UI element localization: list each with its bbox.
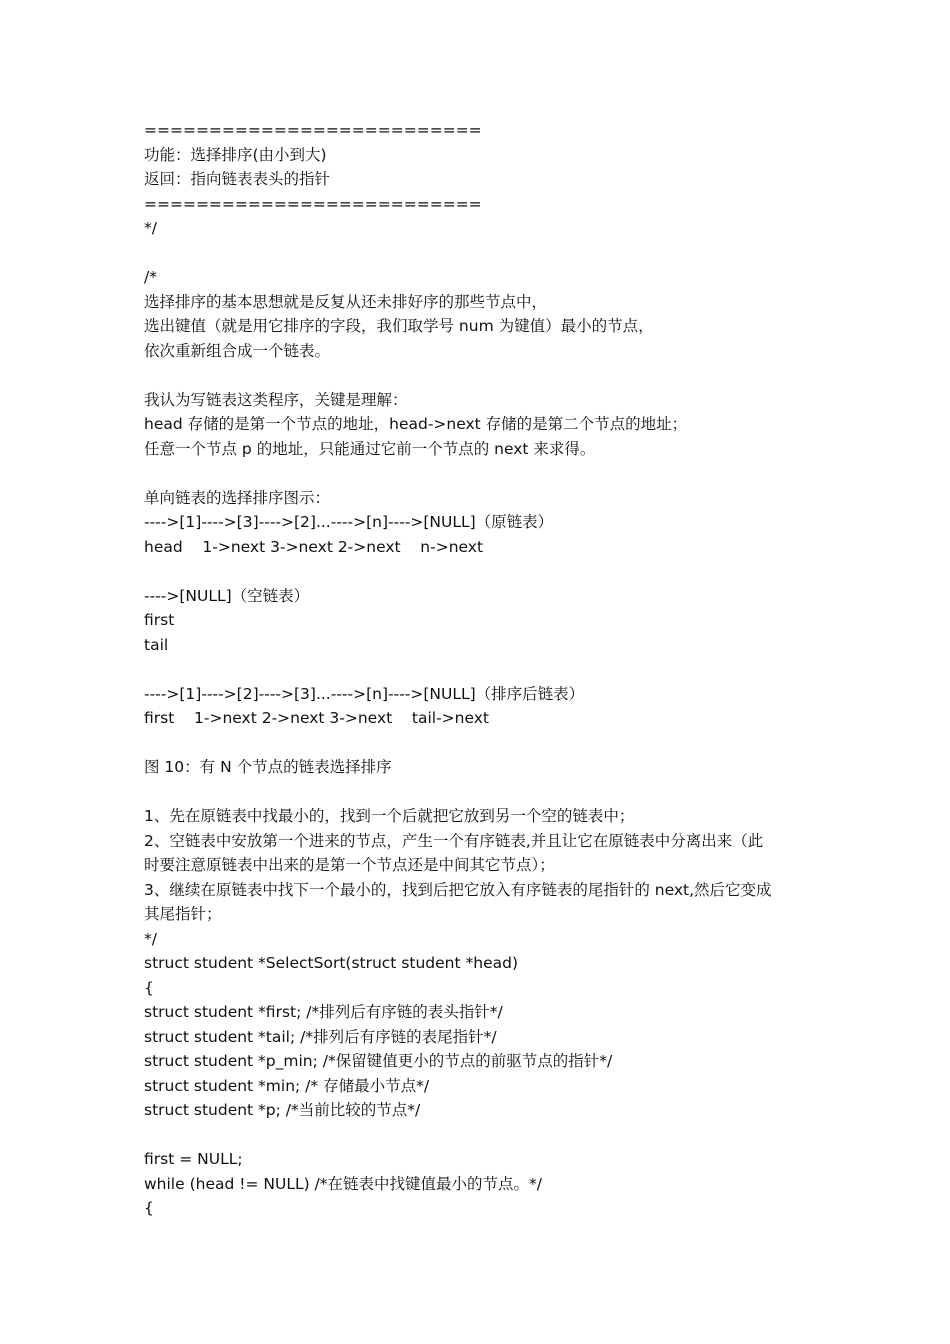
blank-line — [144, 363, 814, 388]
opening-brace: { — [144, 978, 154, 997]
explanation-line: 选出键值（就是用它排序的字段，我们取学号 num 为键值）最小的节点， — [144, 317, 654, 335]
blank-line — [144, 559, 814, 584]
opening-brace: { — [144, 1199, 154, 1217]
understanding-heading: 我认为写链表这类程序，关键是理解： — [144, 390, 408, 409]
code-line: first = NULL; — [144, 1150, 243, 1168]
return-description: 返回：指向链表表头的指针 — [144, 170, 331, 188]
understanding-line: head 存储的是第一个节点的地址，head->next 存储的是第二个节点的地址； — [144, 415, 688, 433]
code-line: struct student *min; /* 存储最小节点*/ — [144, 1076, 430, 1095]
code-line: struct student *first; /*排列后有序链的表头指针*/ — [144, 1003, 503, 1021]
separator-line: ========================== — [144, 194, 482, 213]
comment-close: */ — [144, 219, 157, 237]
step-1: 1、先在原链表中找最小的，找到一个后就把它放到另一个空的链表中； — [144, 807, 635, 825]
step-3-continued: 其尾指针； — [144, 905, 222, 923]
step-3: 3、继续在原链表中找下一个最小的，找到后把它放入有序链表的尾指针的 next,然后它变成 — [144, 880, 772, 899]
blank-line — [144, 657, 814, 682]
code-line: struct student *p; /*当前比较的节点*/ — [144, 1101, 421, 1119]
comment-close: */ — [144, 929, 157, 948]
blank-line — [144, 780, 814, 805]
blank-line — [144, 461, 814, 486]
original-list-diagram: ---->[1]---->[3]---->[2]...---->[n]---->[NULL]（原链表） — [144, 513, 554, 531]
code-line: struct student *tail; /*排列后有序链的表尾指针*/ — [144, 1027, 497, 1046]
diagram-heading: 单向链表的选择排序图示： — [144, 488, 331, 507]
code-line: struct student *p_min; /*保留键值更小的节点的前驱节点的指针*/ — [144, 1052, 613, 1070]
separator-line: ========================== — [144, 121, 482, 139]
understanding-line: 任意一个节点 p 的地址，只能通过它前一个节点的 next 来求得。 — [144, 439, 596, 458]
original-list-pointers: head 1->next 3->next 2->next n->next — [144, 537, 484, 556]
document-text-body — [144, 118, 814, 1221]
sorted-list-pointers: first 1->next 2->next 3->next tail->next — [144, 709, 490, 727]
function-signature: struct student *SelectSort(struct student *head) — [144, 954, 518, 972]
sorted-list-diagram: ---->[1]---->[2]---->[3]...---->[n]---->[NULL]（排序后链表） — [144, 684, 585, 703]
blank-line — [144, 1123, 814, 1148]
tail-pointer-label: tail — [144, 635, 169, 654]
figure-caption: 图 10：有 N 个节点的链表选择排序 — [144, 758, 392, 776]
explanation-line: 依次重新组合成一个链表。 — [144, 341, 331, 360]
code-line: while (head != NULL) /*在链表中找键值最小的节点。*/ — [144, 1174, 543, 1193]
comment-open: /* — [144, 268, 157, 286]
step-2: 2、空链表中安放第一个进来的节点，产生一个有序链表,并且让它在原链表中分离出来（此 — [144, 831, 764, 850]
first-pointer-label: first — [144, 611, 175, 629]
step-2-continued: 时要注意原链表中出来的是第一个节点还是中间其它节点）； — [144, 856, 555, 874]
explanation-line: 选择排序的基本思想就是反复从还未排好序的那些节点中， — [144, 292, 548, 311]
function-description: 功能：选择排序(由小到大) — [144, 145, 327, 164]
empty-list-diagram: ---->[NULL]（空链表） — [144, 586, 310, 605]
blank-line — [144, 731, 814, 756]
blank-line — [144, 241, 814, 266]
